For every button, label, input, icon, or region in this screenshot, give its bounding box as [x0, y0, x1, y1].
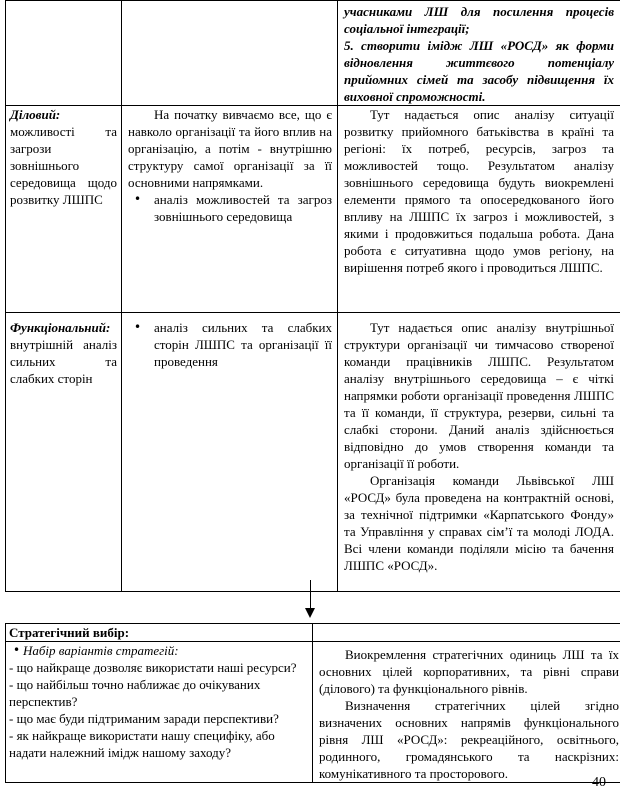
strategy-text: Виокремлення стратегічних одиниць ЛШ та їх основних цілей корпоративних, та рівні справи (ділового) та функціонального рівнів.: [319, 647, 619, 696]
goal-line: 5. створити імідж ЛШ «РОСД» як форми відновлення життєвого потенціалу прийомних сімей та засобу підвищення їх виховної спроможності.: [344, 38, 614, 104]
cell-functional-method: [122, 313, 338, 592]
table-row: [6, 106, 620, 313]
goal-line: учасниками ЛШ для посилення процесів соціальної інтеграції;: [344, 4, 614, 36]
cell-level-business: [6, 106, 122, 313]
strategy-text: Визначення стратегічних цілей згідно визначених основних напрямів функціонального рівня ЛШ «РОСД»: рекреаційного, освітнього, родинного, громадянського та наскрізних: комунікативного та просторового.: [319, 698, 619, 781]
strategic-choice-header: Стратегічний вибір:: [6, 624, 313, 642]
description-text: Тут надається опис аналізу ситуації розвитку прийомного батьківства в країні та регіоні: їх потреб, ресурсів, загроз та можливостей тощо. Результатом аналізу зовнішнього середовища будуть виокремлені елементи прямого та опосередкованого його впливу на ЛШПС їх загроз і можливостей, з якими і продовжиться подальша робота. Дана робота є ситуативна щодо умов регіону, на вирішення потреб якого і проводиться ЛШПС.: [344, 107, 614, 275]
cell-empty: [122, 1, 338, 106]
cell-empty: [313, 624, 620, 642]
strategic-choice-table: [5, 623, 620, 783]
strategy-question: - як найкраще використати нашу специфіку, або надати належний імідж нашому заходу?: [9, 728, 275, 760]
table-row: [6, 1, 620, 106]
description-text: Організація команди Львівської ЛШ «РОСД» була проведена на контрактній основі, за технічної підтримки «Карпатського Фонду» та Управління у справах сім’ї та молоді ЛОДА. Всі члени команди поділяли місію та бачення ЛШПС «РОСД».: [344, 473, 614, 573]
cell-strategy-description: [313, 642, 620, 783]
table-row: [6, 313, 620, 592]
strategy-question: - що має буди підтриманим заради перспективи?: [9, 711, 279, 726]
method-bullet: • аналіз можливостей та загроз зовнішнього середовища: [128, 191, 332, 225]
cell-level-functional: [6, 313, 122, 592]
cell-empty: [6, 1, 122, 106]
cell-business-method: [122, 106, 338, 313]
level-title: Діловий:: [10, 107, 61, 122]
table-row: [6, 642, 620, 783]
strategy-question: - що найбільш точно наближає до очікуваних перспектив?: [9, 677, 261, 709]
page-number: 40: [592, 775, 606, 790]
arrow-down-icon: [305, 608, 315, 618]
strategy-options-label: • Набір варіантів стратегій:: [7, 642, 309, 659]
level-title: Функціональний:: [10, 320, 111, 335]
strategy-question: - що найкраще дозволяє використати наші ресурси?: [9, 660, 297, 675]
method-text: На початку вивчаємо все, що є навколо організації та його вплив на організацію, а потім - внутрішню структуру самої організації за її основними напрямками.: [128, 107, 332, 190]
method-bullet: • аналіз сильних та слабких сторін ЛШПС та організації її проведення: [128, 319, 332, 370]
strategy-analysis-table: [5, 0, 620, 592]
table-row: [6, 624, 620, 642]
cell-functional-description: [338, 313, 620, 592]
level-description: внутрішній аналіз сильних та слабких сторін: [10, 337, 117, 386]
cell-business-description: [338, 106, 620, 313]
description-text: Тут надається опис аналізу внутрішньої структури організації чи тимчасово створеної команди працівників ЛШПС. Результатом аналізу внутрішнього середовища – є чіткі напрямки роботи організації проведення ЛШПС та її команди, її структура, резерви, сильні та слабкі сторони. Даний аналіз здійснюється відповідно до умов створення команди та організації її роботи.: [344, 320, 614, 471]
cell-goals-continued: [338, 1, 620, 106]
cell-strategy-options: [6, 642, 313, 783]
level-description: можливості та загрози зовнішнього середовища щодо розвитку ЛШПС: [10, 124, 117, 207]
